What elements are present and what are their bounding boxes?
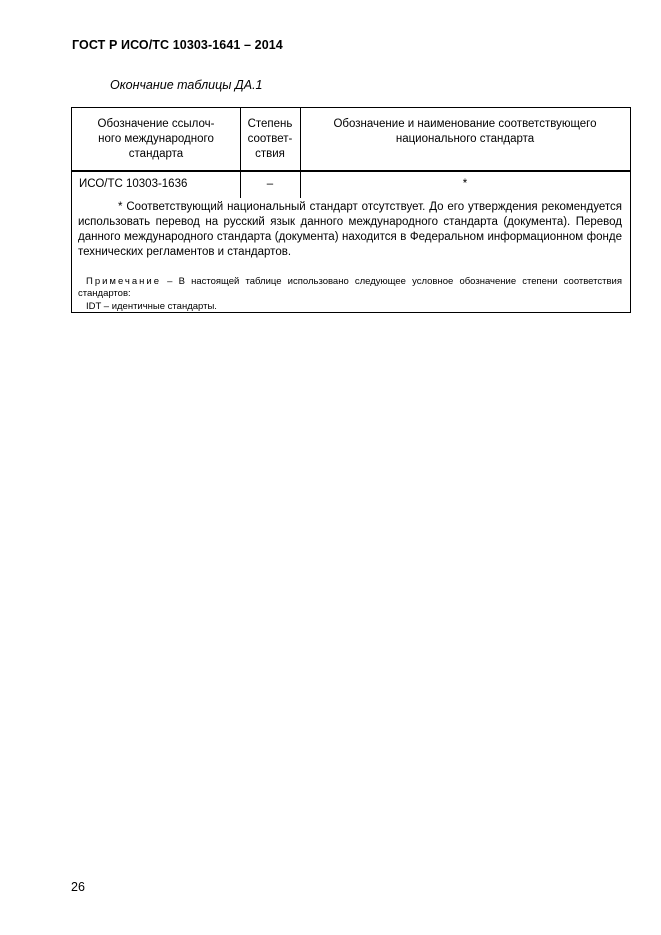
remark-item: IDT – идентичные стандарты. xyxy=(86,301,217,312)
table-footnote: * Соответствующий национальный стандарт отсутствует. До его утверждения рекомендуется использовать перевод на русский язык данного международного стандарта (документа). Перевод данного международного стандарта (документа) находится в Федеральном информационном фонде технических регламентов и стандартов. xyxy=(78,201,622,258)
table-remark xyxy=(78,276,622,300)
cell-degree: – xyxy=(266,178,274,190)
column-header-national-standard: Обозначение и наименование соответствующего национального стандарта xyxy=(333,118,597,145)
cell-national-standard: * xyxy=(462,178,468,190)
table-header-row xyxy=(72,108,630,172)
remark-label: Примечание xyxy=(86,276,161,287)
column-header-degree: Степень соответ- ствия xyxy=(247,118,293,160)
cell-designation: ИСО/ТС 10303-1636 xyxy=(79,178,188,190)
page-number: 26 xyxy=(71,880,85,894)
table-row xyxy=(72,172,630,198)
remark-text: – В настоящей таблице использовано следующее условное обозначение степени соответствия стандартов: xyxy=(78,276,622,299)
table-caption: Окончание таблицы ДА.1 xyxy=(110,78,263,92)
column-header-designation: Обозначение ссылоч- ного международного стандарта xyxy=(97,118,215,160)
document-header: ГОСТ Р ИСО/ТС 10303-1641 – 2014 xyxy=(72,38,283,52)
conformity-table xyxy=(71,107,631,313)
